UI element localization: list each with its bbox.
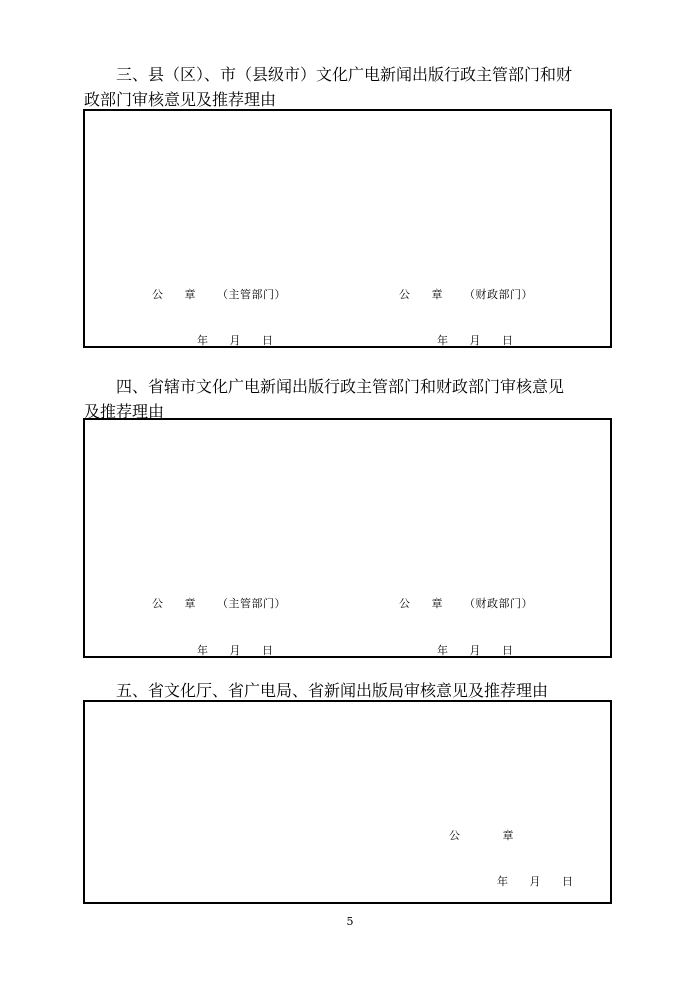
section-3-date-supervisor: 年 月 日	[197, 334, 274, 347]
section-4-heading-line-2: 及推荐理由	[84, 402, 165, 421]
section-4-opinion-box	[83, 418, 612, 658]
section-5-date: 年 月 日	[497, 875, 574, 888]
section-4-seal-finance: 公 章 （财政部门）	[399, 597, 533, 610]
section-4-date-supervisor: 年 月 日	[197, 644, 274, 657]
section-4-date-finance: 年 月 日	[437, 644, 514, 657]
section-3-seal-supervisor: 公 章 （主管部门）	[152, 288, 286, 301]
section-5-heading-line-1: 五、省文化厅、省广电局、省新闻出版局审核意见及推荐理由	[116, 681, 549, 700]
section-5-opinion-box	[83, 700, 612, 904]
section-3-opinion-box	[83, 109, 612, 348]
section-5-seal: 公 章	[449, 829, 514, 842]
section-3-seal-finance: 公 章 （财政部门）	[399, 288, 533, 301]
section-4-heading	[84, 374, 618, 424]
section-3-heading	[84, 62, 618, 112]
section-3-date-finance: 年 月 日	[437, 334, 514, 347]
section-3-heading-line-2: 政部门审核意见及推荐理由	[84, 90, 277, 109]
section-3-heading-line-1: 三、县（区）、市（县级市）文化广电新闻出版行政主管部门和财	[116, 65, 573, 84]
section-4-seal-supervisor: 公 章 （主管部门）	[152, 597, 286, 610]
section-4-heading-line-1: 四、省辖市文化广电新闻出版行政主管部门和财政部门审核意见	[116, 377, 565, 396]
page-number: 5	[346, 915, 354, 928]
